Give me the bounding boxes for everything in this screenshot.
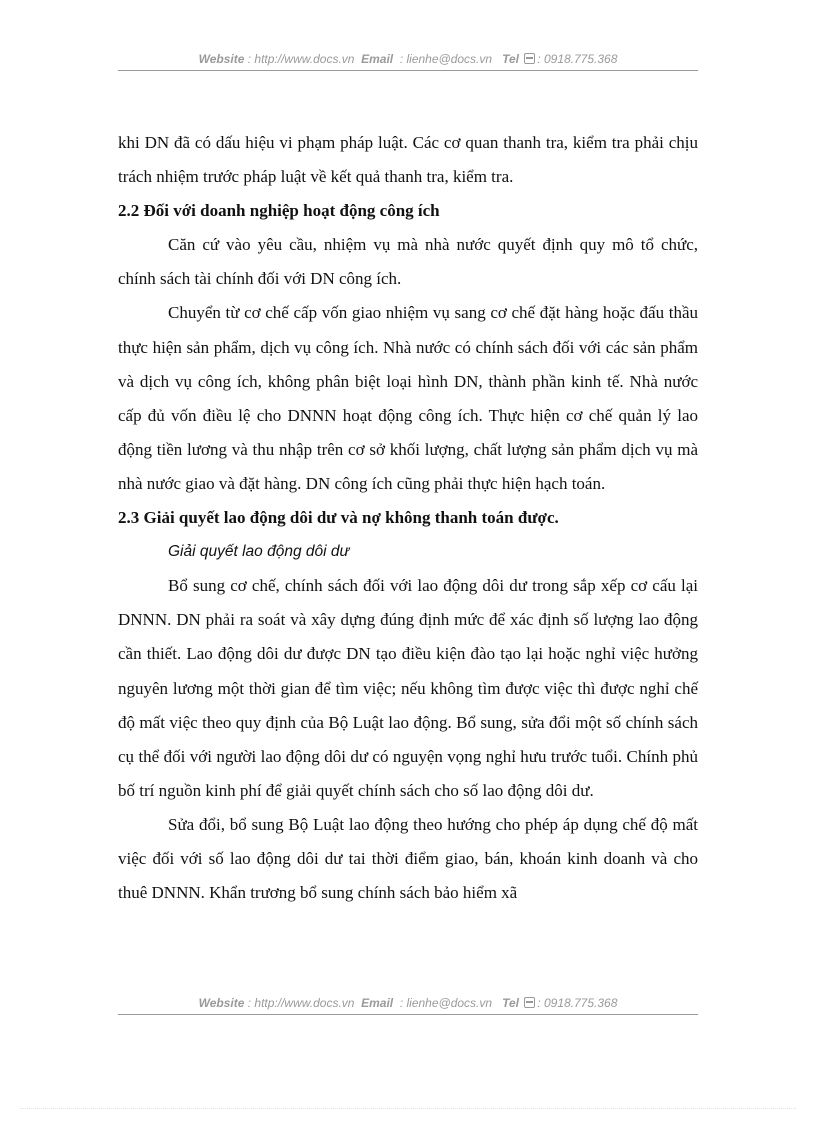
footer-website-label: Website bbox=[198, 996, 245, 1010]
footer-email-value: : lienhe@docs.vn bbox=[399, 996, 493, 1010]
page-header bbox=[118, 52, 698, 66]
paragraph: Căn cứ vào yêu cầu, nhiệm vụ mà nhà nước quyết định quy mô tổ chức, chính sách tài chính đối với DN công ích. bbox=[118, 235, 698, 289]
document-body bbox=[118, 126, 698, 910]
phone-icon bbox=[524, 53, 535, 64]
section-heading-2-2: 2.2 Đối với doanh nghiệp hoạt động công ích bbox=[118, 201, 440, 221]
header-tel-label: Tel bbox=[502, 52, 519, 66]
header-email-value: : lienhe@docs.vn bbox=[399, 52, 493, 66]
header-rule bbox=[118, 70, 698, 71]
paragraph: Sửa đổi, bổ sung Bộ Luật lao động theo hướng cho phép áp dụng chế độ mất việc đối với số lao động dôi dư tai thời điểm giao, bán, khoán kinh doanh và cho thuê DNNN. Khẩn trương bổ sung chính sách bảo hiểm xã bbox=[118, 814, 698, 903]
header-website-value: : http://www.docs.vn bbox=[247, 52, 355, 66]
paragraph: Chuyển từ cơ chế cấp vốn giao nhiệm vụ sang cơ chế đặt hàng hoặc đấu thầu thực hiện sản phẩm, dịch vụ công ích. Nhà nước có chính sách đối với các sản phẩm và dịch vụ công ích, không phân biệt loại hình DN, thành phần kinh tế. Nhà nước cấp đủ vốn điều lệ cho DNNN hoạt động công ích. Thực hiện cơ chế quản lý lao động tiền lương và thu nhập trên cơ sở khối lượng, chất lượng sản phẩm dịch vụ mà nhà nước giao và đặt hàng. DN công ích cũng phải thực hiện hạch toán. bbox=[118, 303, 698, 493]
page-footer bbox=[118, 996, 698, 1010]
footer-rule bbox=[118, 1014, 698, 1015]
phone-icon bbox=[524, 997, 535, 1008]
header-email-label: Email bbox=[361, 52, 394, 66]
footer-tel-label: Tel bbox=[502, 996, 519, 1010]
header-website-label: Website bbox=[198, 52, 245, 66]
page-break-divider bbox=[20, 1108, 796, 1109]
footer-tel-value: : 0918.775.368 bbox=[537, 996, 618, 1010]
header-tel-value: : 0918.775.368 bbox=[537, 52, 618, 66]
footer-website-value: : http://www.docs.vn bbox=[247, 996, 355, 1010]
section-heading-2-3: 2.3 Giải quyết lao động dôi dư và nợ không thanh toán được. bbox=[118, 508, 559, 528]
paragraph: Bổ sung cơ chế, chính sách đối với lao động dôi dư trong sắp xếp cơ cấu lại DNNN. DN phải ra soát và xây dựng đúng định mức để xác định số lượng lao động cần thiết. Lao động dôi dư được DN tạo điều kiện đào tạo lại hoặc nghỉ việc hưởng nguyên lương một thời gian để tìm việc; nếu không tìm được việc thì được nghỉ chế độ mất việc theo quy định của Bộ Luật lao động. Bổ sung, sửa đổi một số chính sách cụ thể đối với người lao động dôi dư có nguyện vọng nghỉ hưu trước tuổi. Chính phủ bố trí nguồn kinh phí để giải quyết chính sách cho số lao động dôi dư. bbox=[118, 576, 698, 800]
paragraph: khi DN đã có dấu hiệu vi phạm pháp luật. Các cơ quan thanh tra, kiểm tra phải chịu trách nhiệm trước pháp luật về kết quả thanh tra, kiểm tra. bbox=[118, 133, 698, 187]
footer-email-label: Email bbox=[361, 996, 394, 1010]
subheading: Giải quyết lao động dôi dư bbox=[168, 543, 350, 561]
